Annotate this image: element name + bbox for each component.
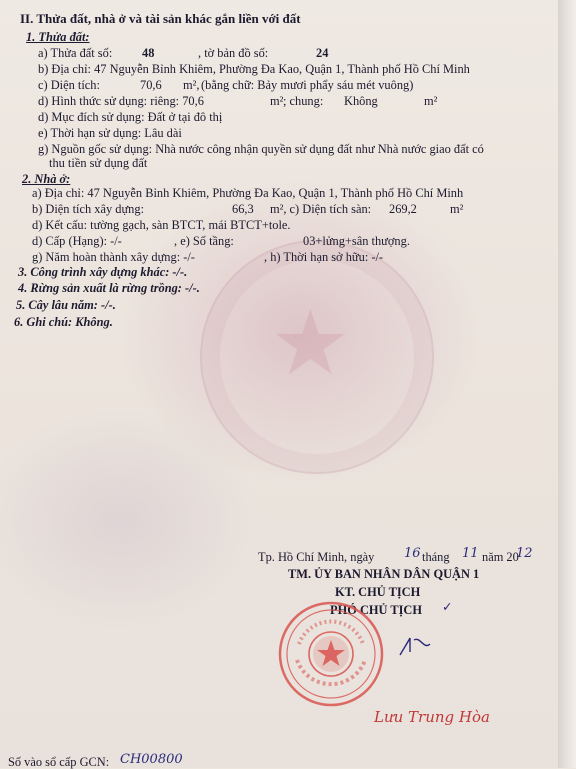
land-shared-unit: m² (424, 94, 438, 108)
signature-scribble-icon (380, 600, 453, 660)
background-star-icon: ★ (270, 295, 351, 394)
production-forest: 4. Rừng sản xuất là rừng trồng: -/-. (18, 281, 200, 295)
house-grade: d) Cấp (Hạng): -/- (32, 234, 122, 248)
section-title: II. Thửa đất, nhà ở và tài sản khác gắn liền với đất (20, 11, 301, 26)
land-area-value: 70,6 (140, 78, 162, 92)
registry-label: Số vào sổ cấp GCN: (8, 755, 110, 769)
house-floor-area-value: 269,2 (389, 202, 417, 216)
land-plot-label: a) Thửa đất số: (38, 46, 113, 60)
house-ownership-term: , h) Thời hạn sở hữu: -/- (264, 250, 384, 264)
date-day: 16 (404, 546, 421, 561)
house-structure: d) Kết cấu: tường gạch, sàn BTCT, mái BTCT+tole. (32, 218, 291, 232)
land-area-label: c) Diện tích: (38, 78, 100, 92)
on-behalf-chairman: KT. CHỦ TỊCH (335, 585, 421, 599)
house-floors-value: 03+lửng+sân thượng. (303, 234, 410, 248)
vice-chairman: PHÓ CHỦ TỊCH (330, 603, 423, 617)
official-seal-icon (277, 600, 385, 708)
date-prefix: Tp. Hồ Chí Minh, ngày (258, 550, 375, 564)
land-address: b) Địa chỉ: 47 Nguyễn Bỉnh Khiêm, Phường Đa Kao, Quận 1, Thành phố Hồ Chí Minh (38, 62, 470, 76)
land-shared-label: ; chung: (283, 94, 324, 108)
land-usage-unit: m² (270, 94, 284, 108)
date-month: 11 (462, 546, 479, 561)
registry-number: CH00800 (120, 752, 183, 767)
land-area-words: (bằng chữ: Bảy mươi phẩy sáu mét vuông) (201, 78, 414, 92)
land-purpose: d) Mục đích sử dụng: Đất ở tại đô thị (38, 110, 223, 124)
land-heading: 1. Thửa đất: (26, 30, 90, 44)
perennial-trees: 5. Cây lâu năm: -/-. (16, 298, 116, 312)
land-map-label: , tờ bản đồ số: (198, 46, 269, 60)
land-origin-2: thu tiền sử dụng đất (49, 156, 148, 170)
signature-mark: ✓ (442, 600, 453, 614)
land-plot-number: 48 (142, 46, 155, 60)
land-origin-1: g) Nguồn gốc sử dụng: Nhà nước công nhận quyền sử dụng đất như Nhà nước giao đất có (38, 142, 484, 156)
page-edge (558, 0, 576, 768)
land-shared-value: Không (344, 94, 378, 108)
house-floor-area-unit: m² (450, 202, 464, 216)
house-build-area-value: 66,3 (232, 202, 254, 216)
house-floor-area-label: m², c) Diện tích sàn: (270, 202, 372, 216)
house-floors-label: , e) Số tầng: (174, 234, 234, 248)
land-duration: e) Thời hạn sử dụng: Lâu dài (38, 126, 182, 140)
house-address: a) Địa chỉ: 47 Nguyễn Bỉnh Khiêm, Phường Đa Kao, Quận 1, Thành phố Hồ Chí Minh (32, 186, 464, 200)
date-month-label: tháng (422, 550, 450, 564)
land-usage-form: d) Hình thức sử dụng: riêng: 70,6 (38, 94, 204, 108)
other-works: 3. Công trình xây dựng khác: -/-. (18, 265, 188, 279)
notes: 6. Ghi chú: Không. (14, 315, 113, 329)
land-map-number: 24 (316, 46, 329, 60)
house-completion: g) Năm hoàn thành xây dựng: -/- (32, 250, 195, 264)
issuing-authority: TM. ỦY BAN NHÂN DÂN QUẬN 1 (288, 567, 480, 581)
house-build-area-label: b) Diện tích xây dựng: (32, 202, 145, 216)
date-year: 12 (516, 546, 533, 561)
date-year-label: năm 20 (482, 550, 519, 564)
land-area-unit: m², (183, 78, 200, 92)
signer-name: Lưu Trung Hòa (374, 708, 490, 726)
house-heading: 2. Nhà ở: (22, 172, 71, 186)
